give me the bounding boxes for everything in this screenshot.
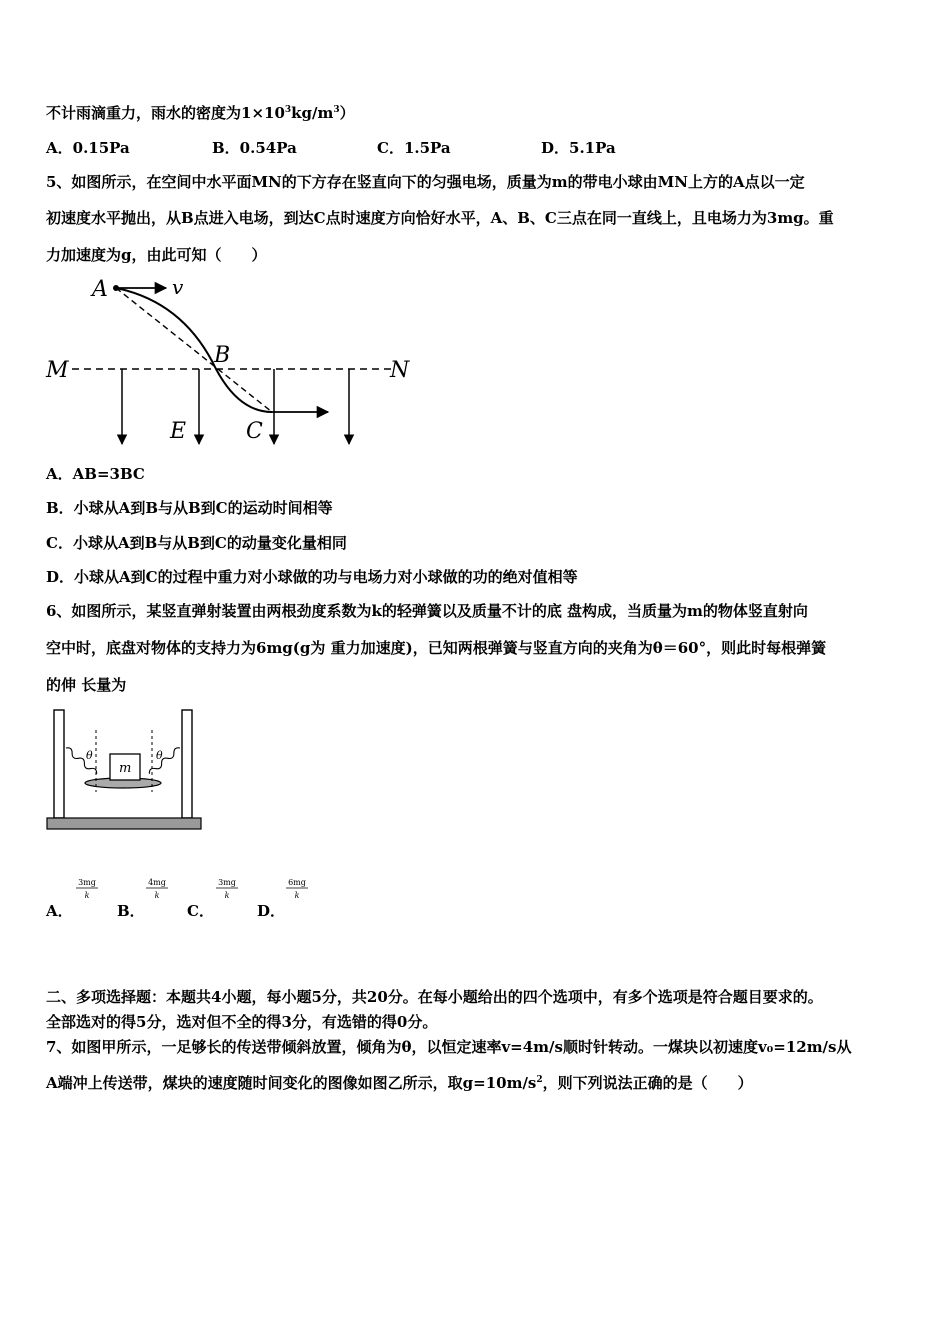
q4-option-d: D．5.1Pa [541,139,616,157]
svg-text:k: k [154,891,160,900]
label-b: B [214,343,231,368]
section2-heading-line2: 全部选对的得5分，选对但不全的得3分，有选错的得0分。 [46,1013,438,1031]
q5-figure [44,272,414,452]
q4-option-c: C．1.5Pa [377,139,451,157]
right-post [182,710,192,818]
point-a [113,285,119,291]
q5-option-a: A．AB=3BC [46,465,145,483]
q5-option-c: C．小球从A到B与从B到C的动量变化量相同 [46,534,347,552]
q7-stem-line2: A端冲上传送带，煤块的速度随时间变化的图像如图乙所示，取$g=10m/s^2$，则下列说法正确的是（ ） [46,1074,753,1092]
q6-option-d-fraction [284,876,310,902]
q7-stem-line1: 7、如图甲所示，一足够长的传送带倾斜放置，倾角为θ，以恒定速率v=4m/s顺时针转动。一煤块以初速度v₀=12m/s从 [46,1038,852,1056]
label-m: M [46,358,69,383]
q6-stem-line2: 空中时，底盘对物体的支持力为6mg(g为 重力加速度)，已知两根弹簧与竖直方向的夹角为θ＝60°，则此时每根弹簧 [46,639,827,657]
q5-stem-line2: 初速度水平抛出，从B点进入电场，到达C点时速度方向恰好水平，A、B、C三点在同一直线上，且电场力为3mg。重 [46,209,834,227]
label-n: N [390,358,410,383]
q4-option-b: B．0.54Pa [212,139,297,157]
svg-text:3mg: 3mg [218,878,236,887]
right-spring [148,746,182,776]
label-c: C [246,419,263,444]
q6-option-c: C． [187,902,214,920]
q5-option-d: D．小球从A到C的过程中重力对小球做的功与电场力对小球做的功的绝对值相等 [46,568,578,586]
base-plate [47,818,201,829]
left-post [54,710,64,818]
q6-option-c-fraction [214,876,240,902]
q4-tail-text: 不计雨滴重力，雨水的密度为$1\times 10^3kg/m^3$） [46,104,355,122]
q6-stem-line3: 的伸 长量为 [46,676,127,694]
q6-option-b-fraction [144,876,170,902]
left-spring [64,746,98,776]
q6-stem-line1: 6、如图所示，某竖直弹射装置由两根劲度系数为k的轻弹簧以及质量不计的底 盘构成，当质量为m的物体竖直射向 [46,602,808,620]
trajectory-curve [116,288,272,412]
svg-text:4mg: 4mg [148,878,166,887]
q5-stem-line1: 5、如图所示，在空间中水平面MN的下方存在竖直向下的匀强电场，质量为m的带电小球由MN上方的A点以一定 [46,173,805,191]
svg-text:k: k [294,891,300,900]
theta-left: θ [86,749,93,762]
mass-label: m [119,761,132,776]
label-v: v [172,275,184,299]
q6-option-a-fraction [74,876,100,902]
label-e: E [170,419,187,444]
q6-option-b: B． [117,902,145,920]
q6-option-a: A． [46,902,73,920]
q6-figure [44,706,206,834]
q5-option-b: B．小球从A到B与从B到C的运动时间相等 [46,499,333,517]
q4-option-a: A．0.15Pa [46,139,130,157]
svg-text:k: k [84,891,90,900]
svg-text:k: k [224,891,230,900]
label-a: A [92,277,108,302]
abc-straight-line [116,288,272,412]
svg-text:6mg: 6mg [288,878,306,887]
q5-stem-line3: 力加速度为g，由此可知（ ） [46,246,267,264]
q6-option-d: D． [257,902,286,920]
theta-right: θ [156,749,163,762]
svg-text:3mg: 3mg [78,878,96,887]
section2-heading-line1: 二、多项选择题：本题共4小题，每小题5分，共20分。在每小题给出的四个选项中，有多个选项是符合题目要求的。 [46,988,823,1006]
